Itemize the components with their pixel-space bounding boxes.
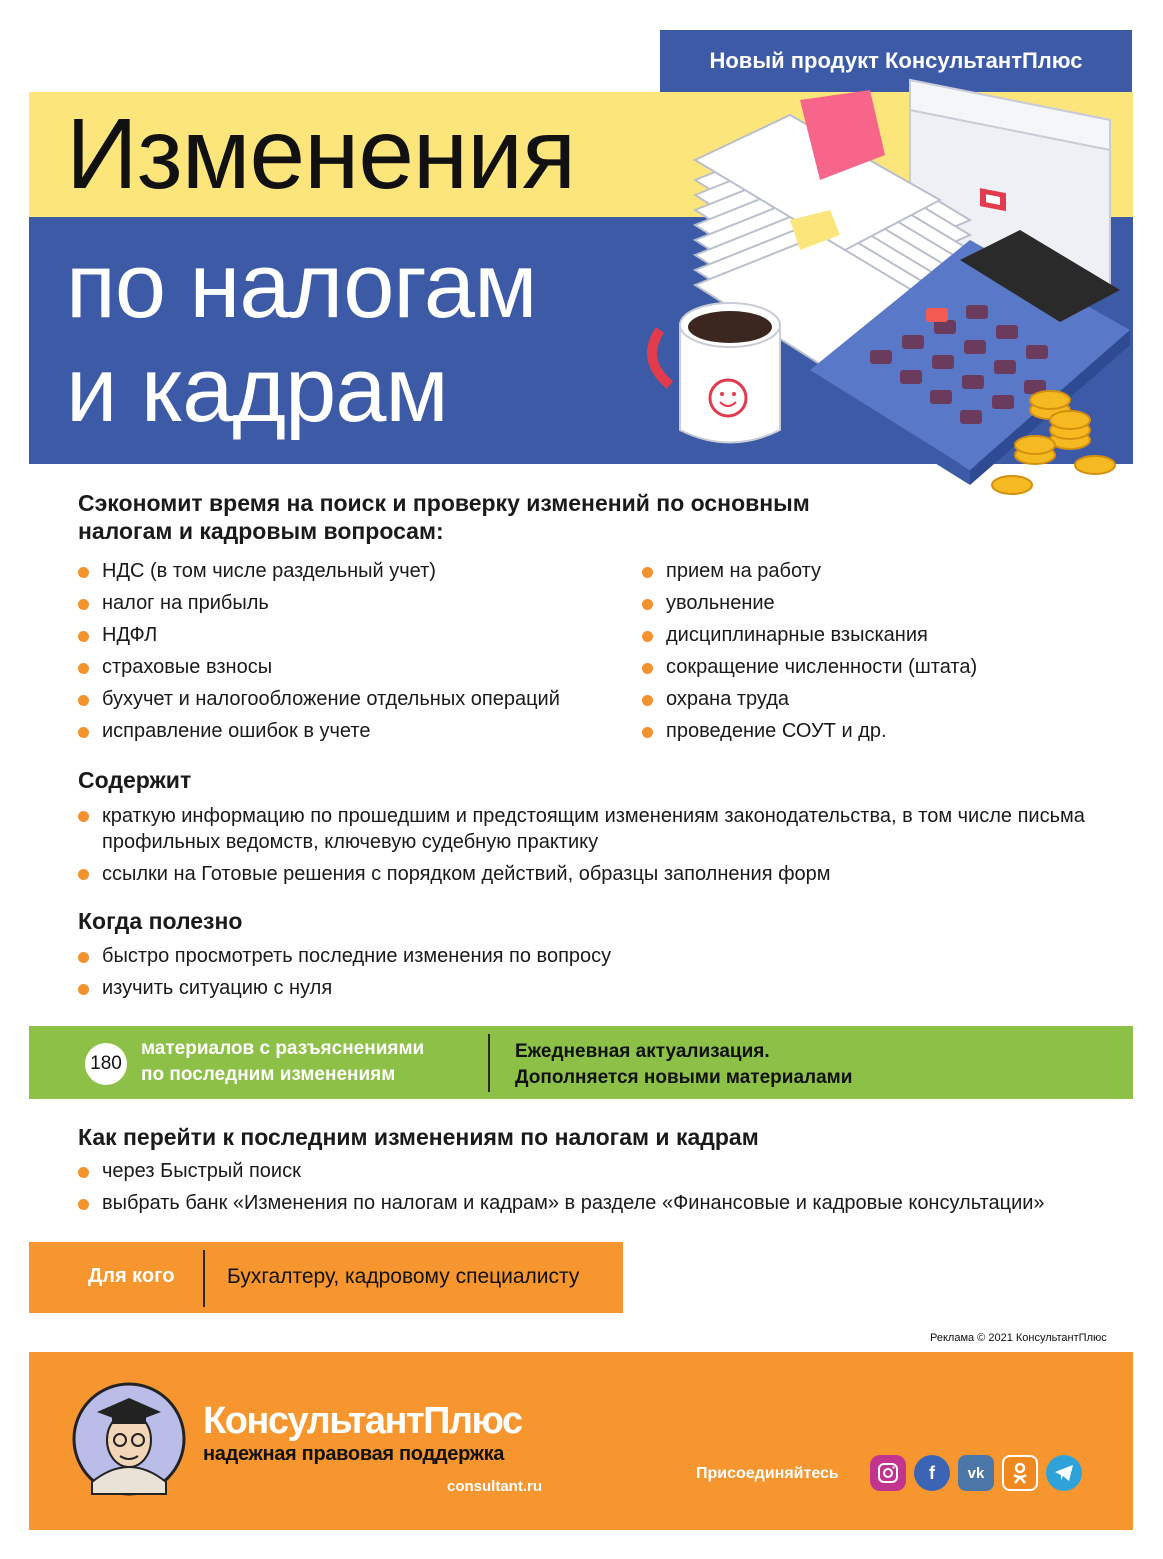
hr-list [642,555,1102,747]
social-links [870,1455,1082,1491]
list-item: дисциплинарные взыскания [642,619,1102,651]
list-item: НДФЛ [78,619,638,651]
materials-label-line2: по последним изменениям [141,1064,396,1085]
list-item: охрана труда [642,683,1102,715]
list-item: ссылки на Готовые решения с порядком действий, образцы заполнения форм [78,861,1088,887]
list-item: проведение СОУТ и др. [642,715,1102,747]
audience-value: Бухгалтеру, кадровому специалисту [227,1265,580,1288]
footer [29,1352,1133,1530]
list-item: выбрать банк «Изменения по налогам и кадрам» в разделе «Финансовые и кадровые консультации» [78,1187,1128,1219]
stats-divider [488,1034,490,1092]
taxes-list [78,555,638,747]
instagram-icon[interactable] [870,1455,906,1491]
update-line1: Ежедневная актуализация. [515,1041,770,1062]
useful-heading: Когда полезно [78,908,243,934]
intro-heading-line2: налогам и кадровым вопросам: [78,518,444,544]
ad-note: Реклама © 2021 КонсультантПлюс [930,1332,1107,1344]
brand-tagline: надежная правовая поддержка [203,1443,505,1465]
list-item: НДС (в том числе раздельный учет) [78,555,638,587]
audience-label: Для кого [88,1265,175,1287]
materials-count-badge: 180 [85,1043,127,1085]
intro-heading-line1: Сэкономит время на поиск и проверку изменений по основным [78,490,810,516]
facebook-icon[interactable]: f [914,1455,950,1491]
audience-divider [203,1250,205,1307]
website-link[interactable]: consultant.ru [447,1478,543,1495]
list-item: через Быстрый поиск [78,1155,1128,1187]
list-item: увольнение [642,587,1102,619]
mascot-logo [72,1382,186,1496]
odnoklassniki-icon[interactable] [1002,1455,1038,1491]
list-item: страховые взносы [78,651,638,683]
office-illustration [640,60,1140,510]
join-label: Присоединяйтесь [696,1465,839,1482]
telegram-icon[interactable] [1046,1455,1082,1491]
list-item: исправление ошибок в учете [78,715,638,747]
howto-heading: Как перейти к последним изменениям по налогам и кадрам [78,1124,759,1150]
list-item: изучить ситуацию с нуля [78,972,978,1004]
useful-list [78,940,978,1004]
list-item: краткую информацию по прошедшим и предстоящим изменениям законодательства, в том числе письма профильных ведомств, ключевую судебную практику [78,803,1088,855]
page-title-line2: по налогам [66,235,537,337]
coffee-mug-icon [652,303,780,443]
intro-section [78,489,978,545]
update-line2: Дополняется новыми материалами [515,1067,853,1088]
brand-name: КонсультантПлюс [203,1400,522,1442]
list-item: налог на прибыль [78,587,638,619]
page-title-line1: Изменения [66,98,576,210]
list-item: прием на работу [642,555,1102,587]
new-product-badge: Новый продукт КонсультантПлюс [660,30,1132,92]
materials-label-line1: материалов с разъяснениями [141,1038,425,1059]
page-title-line3: и кадрам [66,339,448,441]
list-item: бухучет и налогообложение отдельных операций [78,683,638,715]
list-item: быстро просмотреть последние изменения по вопросу [78,940,978,972]
vk-icon[interactable]: vk [958,1455,994,1491]
contains-heading: Содержит [78,767,192,793]
contains-list [78,803,1088,893]
howto-list [78,1155,1128,1219]
list-item: сокращение численности (штата) [642,651,1102,683]
